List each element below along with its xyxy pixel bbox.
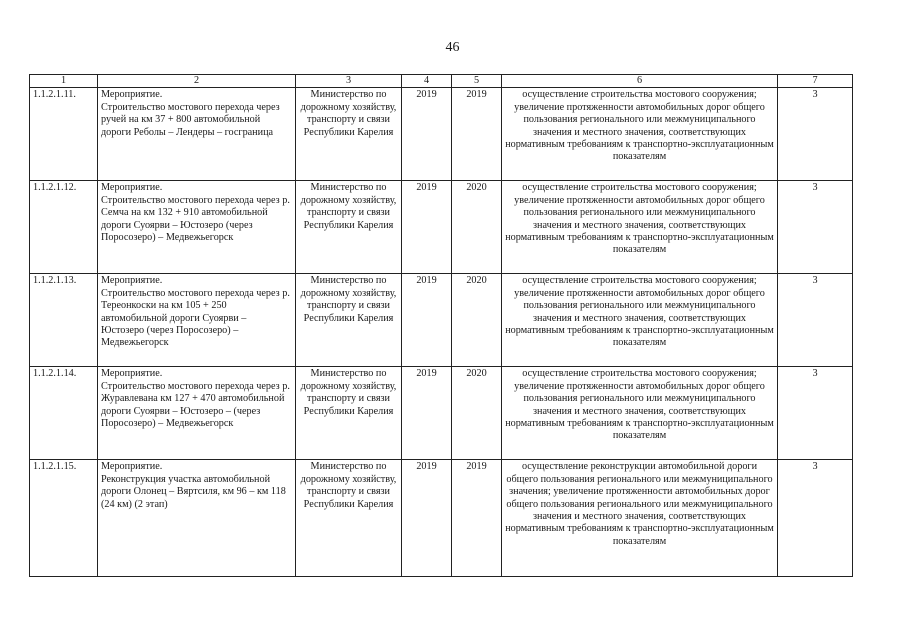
table-row [30, 460, 853, 577]
measure-end-year: 2020 [452, 367, 502, 460]
measure-name: Мероприятие. Реконструкция участка автомобильной дороги Олонец – Вяртсиля, км 96 – км 118 (24 км) (2 этап) [98, 460, 296, 577]
measure-end-year: 2020 [452, 274, 502, 367]
header-cell: 7 [778, 75, 853, 88]
measure-start-year: 2019 [402, 274, 452, 367]
measure-end-year: 2020 [452, 181, 502, 274]
measure-end-year: 2019 [452, 88, 502, 181]
measure-result: осуществление строительства мостового сооружения; увеличение протяженности автомобильных дорог общего пользования регионального или межмуниципального значения и местного значения, соответствующих нормативным требованиям к транспортно-эксплуатационным показателям [502, 274, 778, 367]
measures-table [29, 74, 853, 577]
measure-start-year: 2019 [402, 88, 452, 181]
measure-indicator: 3 [778, 367, 853, 460]
measure-name: Мероприятие. Строительство мостового перехода через р. Тереонкоски на км 105 + 250 автомобильной дороги Суоярви – Юстозеро (через Поросозеро) – Медвежьегорск [98, 274, 296, 367]
header-cell: 3 [296, 75, 402, 88]
measure-start-year: 2019 [402, 367, 452, 460]
measure-name: Мероприятие. Строительство мостового перехода через р. Журавлевана км 127 + 470 автомобильной дороги Суоярви – Юстозеро – (через Поросозеро) – Медвежьегорск [98, 367, 296, 460]
table-row [30, 88, 853, 181]
measure-indicator: 3 [778, 88, 853, 181]
header-row [30, 75, 853, 88]
table-row [30, 367, 853, 460]
measure-name: Мероприятие. Строительство мостового перехода через р. Семча на км 132 + 910 автомобильной дороги Суоярви – Юстозеро (через Поросозеро) – Медвежьегорск [98, 181, 296, 274]
table-row [30, 181, 853, 274]
measure-indicator: 3 [778, 274, 853, 367]
measure-start-year: 2019 [402, 181, 452, 274]
measure-result: осуществление реконструкции автомобильной дороги общего пользования регионального или межмуниципального значения; увеличение протяженности автомобильных дорог общего пользования регионального или межмуниципального значения и местного значения, соответствующих нормативным требованиям к транспортно-эксплуатационным показателям [502, 460, 778, 577]
page-number: 46 [445, 40, 460, 55]
measure-executor: Министерство по дорожному хозяйству, транспорту и связи Республики Карелия [296, 181, 402, 274]
measure-executor: Министерство по дорожному хозяйству, транспорту и связи Республики Карелия [296, 88, 402, 181]
header-cell: 6 [502, 75, 778, 88]
measure-end-year: 2019 [452, 460, 502, 577]
measure-number: 1.1.2.1.12. [30, 181, 98, 274]
header-cell: 4 [402, 75, 452, 88]
header-cell: 1 [30, 75, 98, 88]
measure-result: осуществление строительства мостового сооружения; увеличение протяженности автомобильных дорог общего пользования регионального или межмуниципального значения и местного значения, соответствующих нормативным требованиям к транспортно-эксплуатационным показателям [502, 181, 778, 274]
measure-indicator: 3 [778, 460, 853, 577]
measure-number: 1.1.2.1.15. [30, 460, 98, 577]
measure-number: 1.1.2.1.11. [30, 88, 98, 181]
measure-executor: Министерство по дорожному хозяйству, транспорту и связи Республики Карелия [296, 367, 402, 460]
measure-name: Мероприятие. Строительство мостового перехода через ручей на км 37 + 800 автомобильной дороги Реболы – Лендеры – госграница [98, 88, 296, 181]
header-cell: 5 [452, 75, 502, 88]
table-row [30, 274, 853, 367]
measure-executor: Министерство по дорожному хозяйству, транспорту и связи Республики Карелия [296, 274, 402, 367]
measure-result: осуществление строительства мостового сооружения; увеличение протяженности автомобильных дорог общего пользования регионального или межмуниципального значения и местного значения, соответствующих нормативным требованиям к транспортно-эксплуатационным показателям [502, 367, 778, 460]
measure-executor: Министерство по дорожному хозяйству, транспорту и связи Республики Карелия [296, 460, 402, 577]
measure-start-year: 2019 [402, 460, 452, 577]
measure-number: 1.1.2.1.14. [30, 367, 98, 460]
measure-number: 1.1.2.1.13. [30, 274, 98, 367]
measure-result: осуществление строительства мостового сооружения; увеличение протяженности автомобильных дорог общего пользования регионального или межмуниципального значения и местного значения, соответствующих нормативным требованиям к транспортно-эксплуатационным показателям [502, 88, 778, 181]
header-cell: 2 [98, 75, 296, 88]
measure-indicator: 3 [778, 181, 853, 274]
